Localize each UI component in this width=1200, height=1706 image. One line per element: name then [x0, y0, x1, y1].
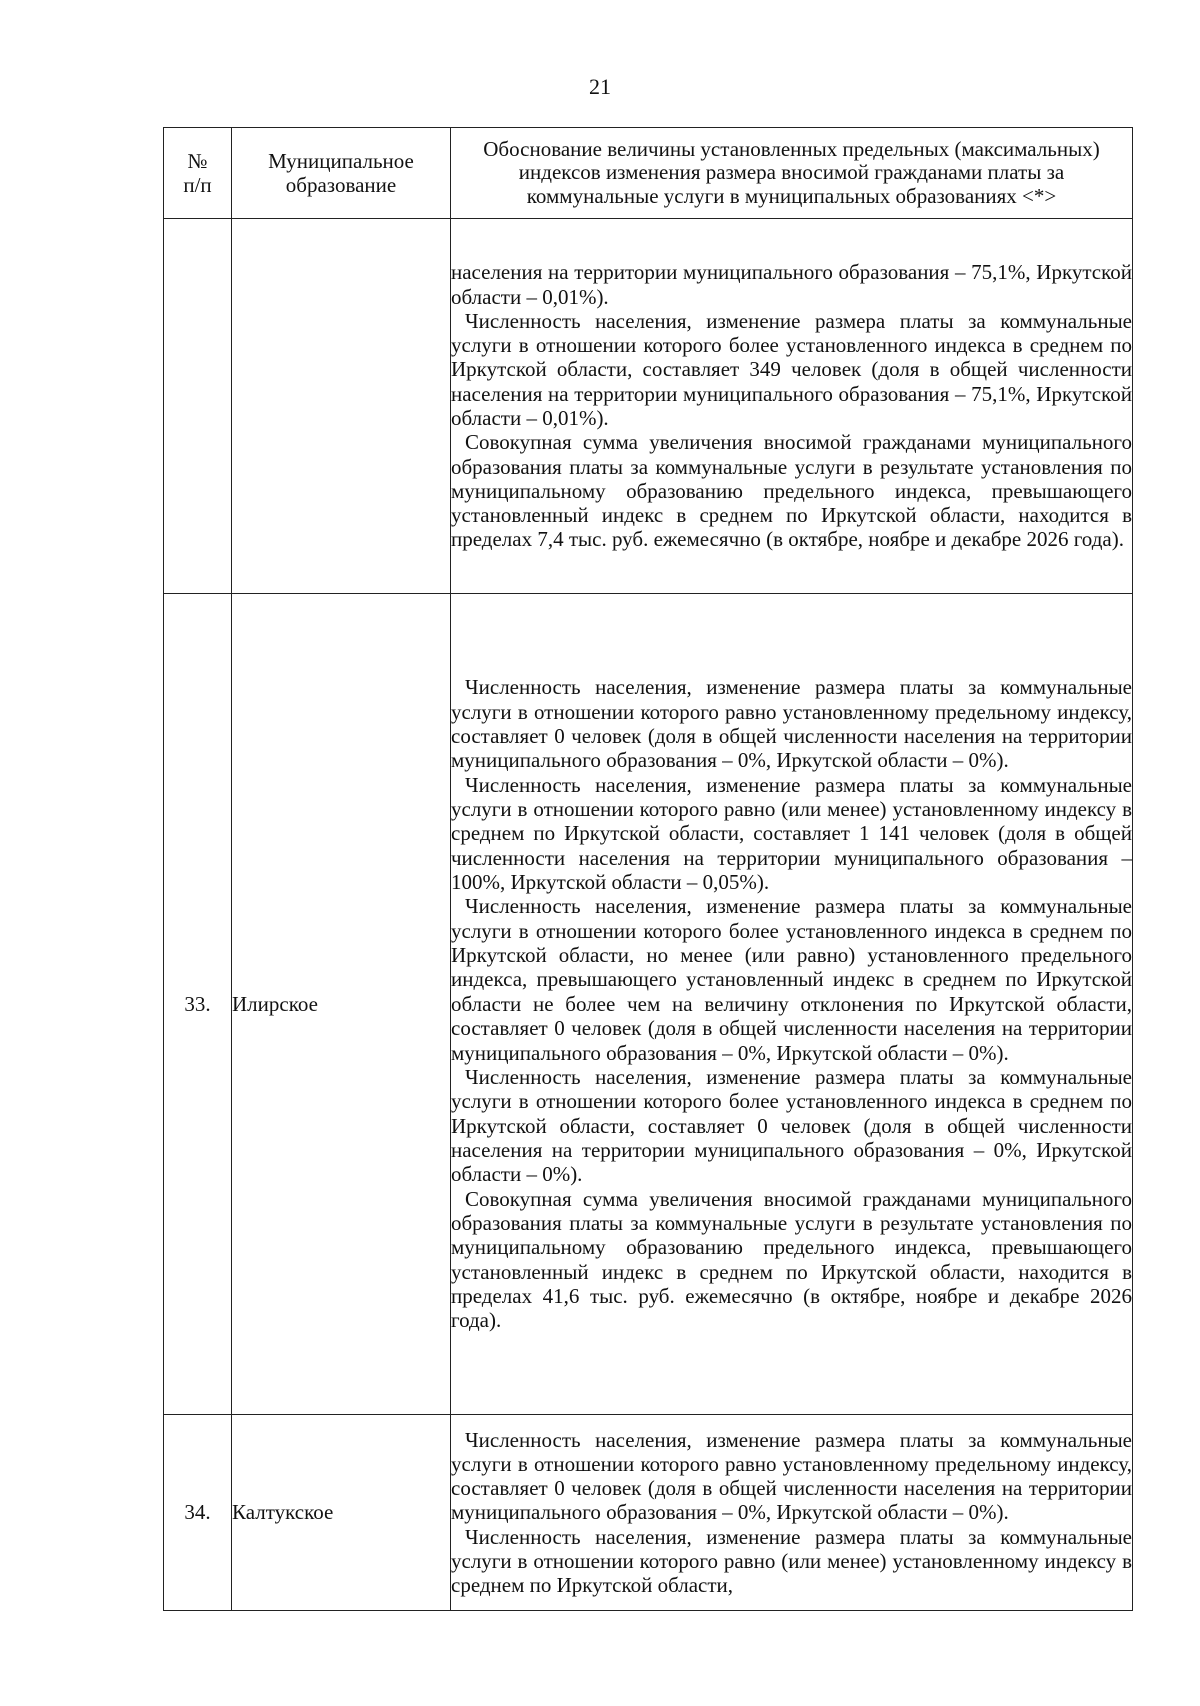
justification-paragraph: Численность населения, изменение размера платы за коммунальные услуги в отношении которого равно установленному предельному индексу, составляет 0 человек (доля в общей численности населения на территории муниципального образования – 0%, Иркутской области – 0%). — [451, 1427, 1132, 1525]
header-municipality — [232, 128, 451, 219]
row-municipality — [232, 219, 451, 594]
row-municipality: Илирское — [232, 594, 451, 1415]
tariff-justification-table — [163, 127, 1133, 1611]
table-header-row — [164, 128, 1133, 219]
justification-paragraph: Совокупная сумма увеличения вносимой гражданами муниципального образования платы за коммунальные услуги в результате установления по муниципальному образованию предельного индекса, превышающего установленный индекс в среднем по Иркутской области, находится в пределах 41,6 тыс. руб. ежемесячно (в октябре, ноябре и декабре 2026 года). — [451, 1186, 1132, 1333]
row-justification — [451, 219, 1133, 594]
justification-paragraph: населения на территории муниципального образования – 75,1%, Иркутской области – 0,01%). — [451, 260, 1132, 309]
row-number: 34. — [164, 1415, 232, 1611]
row-justification — [451, 594, 1133, 1415]
table-row — [164, 594, 1133, 1415]
table-row — [164, 1415, 1133, 1611]
header-justification: Обоснование величины установленных предельных (максимальных) индексов изменения размера вносимой гражданами платы за коммунальные услуги в муниципальных образованиях <*> — [451, 128, 1133, 219]
header-municipality-line1: Муниципальное — [268, 148, 414, 173]
justification-paragraph: Численность населения, изменение размера платы за коммунальные услуги в отношении которого более установленного индекса в среднем по Иркутской области, но менее (или равно) установленного предельного индекса, превышающего установленный индекс в среднем по Иркутской области не более чем на величину отклонения по Иркутской области, составляет 0 человек (доля в общей численности населения на территории муниципального образования – 0%, Иркутской области – 0%). — [451, 894, 1132, 1065]
page-number: 21 — [589, 74, 611, 99]
justification-paragraph: Численность населения, изменение размера платы за коммунальные услуги в отношении которого более установленного индекса в среднем по Иркутской области, составляет 0 человек (доля в общей численности населения на территории муниципального образования – 0%, Иркутской области – 0%). — [451, 1064, 1132, 1187]
justification-paragraph: Численность населения, изменение размера платы за коммунальные услуги в отношении которого более установленного индекса в среднем по Иркутской области, составляет 349 человек (доля в общей численности населения на территории муниципального образования – 75,1%, Иркутской области – 0,01%). — [451, 308, 1132, 430]
justification-paragraph: Совокупная сумма увеличения вносимой гражданами муниципального образования платы за коммунальные услуги в результате установления по муниципальному образованию предельного индекса, превышающего установленный индекс в среднем по Иркутской области, находится в пределах 7,4 тыс. руб. ежемесячно (в октябре, ноябре и декабре 2026 года). — [451, 430, 1132, 552]
header-number-line2: п/п — [183, 173, 212, 197]
justification-paragraph: Численность населения, изменение размера платы за коммунальные услуги в отношении которого равно установленному предельному индексу, составляет 0 человек (доля в общей численности населения на территории муниципального образования – 0%, Иркутской области – 0%). — [451, 675, 1132, 773]
header-number — [164, 128, 232, 219]
header-number-line1: № — [187, 148, 208, 173]
row-municipality: Калтукское — [232, 1415, 451, 1611]
header-municipality-line2: образование — [285, 173, 397, 197]
row-number — [164, 219, 232, 594]
justification-paragraph: Численность населения, изменение размера платы за коммунальные услуги в отношении которого равно (или менее) установленному индексу в среднем по Иркутской области, составляет 1 141 человек (доля в общей численности населения на территории муниципального образования – 100%, Иркутской области – 0,05%). — [451, 772, 1132, 895]
row-justification — [451, 1415, 1133, 1611]
row-number: 33. — [164, 594, 232, 1415]
justification-paragraph: Численность населения, изменение размера платы за коммунальные услуги в отношении которого равно (или менее) установленному индексу в среднем по Иркутской области, — [451, 1524, 1132, 1597]
table-row — [164, 219, 1133, 594]
